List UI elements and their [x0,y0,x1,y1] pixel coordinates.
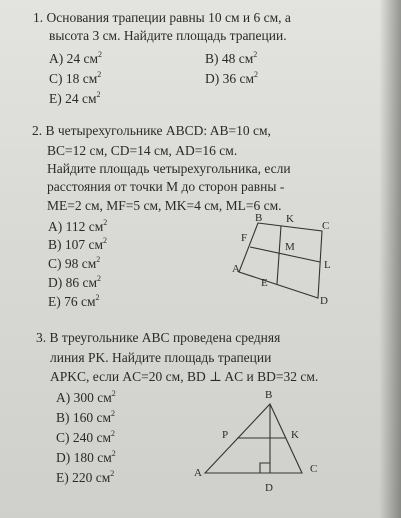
page-edge-shadow [379,0,401,518]
option-c: C) 240 $см^2$ [56,429,116,445]
label-b: B [265,389,273,401]
label-a: A [194,467,202,479]
problem-2-number-line [32,123,271,139]
problem-text-line: BC=12 см, CD=14 см, AD=16 см. [47,143,238,158]
problem-text-line: Основания трапеции равны 10 см и 6 см, а [46,10,291,25]
problem-text-line: ME=2 см, MF=5 см, MK=4 см, ML=6 см. [47,198,282,213]
option-d: D) 180 $см^2$ [56,449,116,465]
problem-text-line: В четырехугольнике ABCD: AB=10 см, [45,123,271,138]
option-c: C) 98 $см^2$ [48,255,101,271]
option-c: C) 18 $см^2$ [49,70,102,86]
label-d: D [320,295,328,307]
label-l: L [324,259,331,271]
option-d: D) 86 $см^2$ [48,274,102,290]
problem-number: 1. [33,10,44,25]
problem-1-number-line [33,10,291,26]
label-e: E [261,277,268,289]
label-k: K [291,429,299,441]
option-a: A) 24 $см^2$ [49,50,103,66]
label-k: K [286,213,294,225]
option-b: B) 48 $см^2$ [205,50,258,66]
option-e: E) 24 $см^2$ [49,90,101,106]
label-c: C [322,220,330,232]
triangle-figure [190,386,335,498]
label-b: B [255,212,263,224]
label-c: C [310,463,318,475]
option-b: B) 160 $см^2$ [56,409,116,425]
segment-mk-me [277,226,281,284]
problem-text-line: расстояния от точки M до сторон равны - [47,179,285,194]
problem-text-line: линия PK. Найдите площадь трапеции [50,350,272,365]
option-e: E) 220 $см^2$ [56,469,115,485]
right-angle-mark [260,463,270,473]
problem-number: 3. [36,330,47,345]
problem-text-line: APKC, если AC=20 см, BD ⊥ AC и BD=32 см. [50,369,319,384]
problem-text-line: Найдите площадь четырехугольника, если [47,161,291,176]
option-d: D) 36 $см^2$ [205,70,259,86]
problem-number: 2. [32,123,43,138]
option-a: A) 300 $см^2$ [56,389,116,405]
problem-3-number-line [36,330,280,346]
option-b: B) 107 $см^2$ [48,236,108,252]
label-a: A [232,263,240,275]
label-d: D [265,482,273,494]
label-p: P [222,429,229,441]
label-m: M [285,241,295,253]
label-f: F [241,232,248,244]
quadrilateral-figure [222,212,347,307]
problem-text-line: В треугольнике ABC проведена средняя [49,330,281,345]
problem-text-line: высота 3 см. Найдите площадь трапеции. [49,28,287,43]
option-a: A) 112 $см^2$ [48,218,108,234]
option-e: E) 76 $см^2$ [48,293,100,309]
